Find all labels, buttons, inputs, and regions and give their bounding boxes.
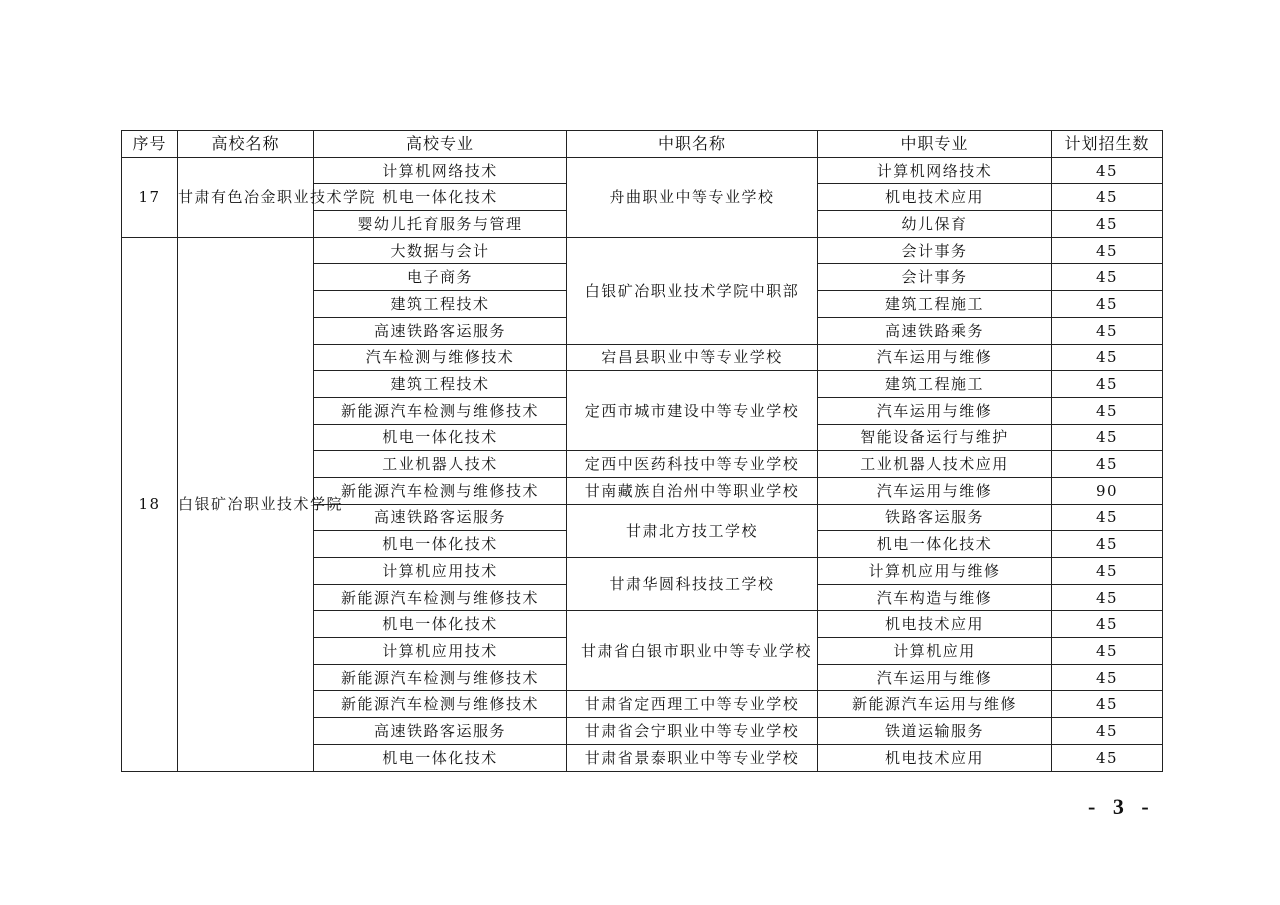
plan-count-cell: 45 [1052, 664, 1163, 691]
vocational-school-cell: 甘肃北方技工学校 [567, 504, 818, 557]
college-major-cell: 汽车检测与维修技术 [314, 344, 567, 371]
plan-count-cell: 45 [1052, 611, 1163, 638]
header-plan-count: 计划招生数 [1052, 131, 1163, 158]
header-vocational-major: 中职专业 [818, 131, 1052, 158]
plan-count-cell: 45 [1052, 558, 1163, 585]
college-major-cell: 建筑工程技术 [314, 291, 567, 318]
enrollment-plan-table [121, 130, 1163, 772]
college-major-cell: 婴幼儿托育服务与管理 [314, 211, 567, 238]
vocational-school-cell: 甘南藏族自治州中等职业学校 [567, 477, 818, 504]
vocational-school-cell: 甘肃省会宁职业中等专业学校 [567, 718, 818, 745]
vocational-major-cell: 建筑工程施工 [818, 371, 1052, 398]
college-major-cell: 机电一体化技术 [314, 744, 567, 771]
vocational-school-cell: 定西中医药科技中等专业学校 [567, 451, 818, 478]
table-row [122, 237, 1163, 264]
vocational-major-cell: 汽车构造与维修 [818, 584, 1052, 611]
plan-count-cell: 45 [1052, 584, 1163, 611]
header-college-major: 高校专业 [314, 131, 567, 158]
college-major-cell: 建筑工程技术 [314, 371, 567, 398]
vocational-school-cell: 白银矿冶职业技术学院中职部 [567, 237, 818, 344]
plan-count-cell: 45 [1052, 291, 1163, 318]
plan-count-cell: 45 [1052, 744, 1163, 771]
college-major-cell: 机电一体化技术 [314, 424, 567, 451]
vocational-major-cell: 工业机器人技术应用 [818, 451, 1052, 478]
vocational-major-cell: 智能设备运行与维护 [818, 424, 1052, 451]
vocational-school-cell: 舟曲职业中等专业学校 [567, 157, 818, 237]
plan-count-cell: 90 [1052, 477, 1163, 504]
college-major-cell: 高速铁路客运服务 [314, 504, 567, 531]
college-major-cell: 电子商务 [314, 264, 567, 291]
vocational-major-cell: 建筑工程施工 [818, 291, 1052, 318]
plan-count-cell: 45 [1052, 718, 1163, 745]
vocational-major-cell: 新能源汽车运用与维修 [818, 691, 1052, 718]
plan-count-cell: 45 [1052, 157, 1163, 184]
plan-count-cell: 45 [1052, 344, 1163, 371]
vocational-major-cell: 计算机应用 [818, 638, 1052, 665]
college-name-cell: 甘肃有色冶金职业技术学院 [178, 157, 314, 237]
college-major-cell: 机电一体化技术 [314, 611, 567, 638]
header-vocational-school: 中职名称 [567, 131, 818, 158]
vocational-school-cell: 定西市城市建设中等专业学校 [567, 371, 818, 451]
vocational-major-cell: 机电一体化技术 [818, 531, 1052, 558]
vocational-school-cell: 宕昌县职业中等专业学校 [567, 344, 818, 371]
plan-count-cell: 45 [1052, 638, 1163, 665]
college-major-cell: 高速铁路客运服务 [314, 317, 567, 344]
college-major-cell: 机电一体化技术 [314, 531, 567, 558]
vocational-major-cell: 机电技术应用 [818, 611, 1052, 638]
plan-count-cell: 45 [1052, 504, 1163, 531]
vocational-major-cell: 会计事务 [818, 237, 1052, 264]
college-major-cell: 新能源汽车检测与维修技术 [314, 397, 567, 424]
plan-count-cell: 45 [1052, 531, 1163, 558]
college-major-cell: 计算机应用技术 [314, 558, 567, 585]
vocational-major-cell: 幼儿保育 [818, 211, 1052, 238]
vocational-major-cell: 汽车运用与维修 [818, 344, 1052, 371]
plan-count-cell: 45 [1052, 397, 1163, 424]
college-major-cell: 高速铁路客运服务 [314, 718, 567, 745]
plan-count-cell: 45 [1052, 211, 1163, 238]
vocational-major-cell: 铁路客运服务 [818, 504, 1052, 531]
college-major-cell: 大数据与会计 [314, 237, 567, 264]
college-major-cell: 新能源汽车检测与维修技术 [314, 584, 567, 611]
college-major-cell: 计算机网络技术 [314, 157, 567, 184]
college-major-cell: 新能源汽车检测与维修技术 [314, 664, 567, 691]
plan-count-cell: 45 [1052, 371, 1163, 398]
vocational-school-cell: 甘肃华圆科技技工学校 [567, 558, 818, 611]
table-row [122, 157, 1163, 184]
table-header-row [122, 131, 1163, 158]
vocational-major-cell: 会计事务 [818, 264, 1052, 291]
vocational-major-cell: 铁道运输服务 [818, 718, 1052, 745]
vocational-major-cell: 汽车运用与维修 [818, 397, 1052, 424]
vocational-major-cell: 机电技术应用 [818, 184, 1052, 211]
plan-count-cell: 45 [1052, 451, 1163, 478]
plan-count-cell: 45 [1052, 264, 1163, 291]
vocational-major-cell: 汽车运用与维修 [818, 477, 1052, 504]
vocational-school-cell: 甘肃省景泰职业中等专业学校 [567, 744, 818, 771]
seq-cell: 17 [122, 157, 178, 237]
college-major-cell: 工业机器人技术 [314, 451, 567, 478]
college-major-cell: 新能源汽车检测与维修技术 [314, 691, 567, 718]
college-major-cell: 机电一体化技术 [314, 184, 567, 211]
vocational-major-cell: 计算机应用与维修 [818, 558, 1052, 585]
plan-count-cell: 45 [1052, 424, 1163, 451]
seq-cell: 18 [122, 237, 178, 771]
vocational-school-cell: 甘肃省白银市职业中等专业学校 [567, 611, 818, 691]
plan-count-cell: 45 [1052, 317, 1163, 344]
vocational-major-cell: 机电技术应用 [818, 744, 1052, 771]
vocational-major-cell: 计算机网络技术 [818, 157, 1052, 184]
vocational-major-cell: 汽车运用与维修 [818, 664, 1052, 691]
page-number: - 3 - [1088, 794, 1155, 819]
vocational-school-cell: 甘肃省定西理工中等专业学校 [567, 691, 818, 718]
plan-count-cell: 45 [1052, 184, 1163, 211]
college-major-cell: 计算机应用技术 [314, 638, 567, 665]
college-major-cell: 新能源汽车检测与维修技术 [314, 477, 567, 504]
plan-count-cell: 45 [1052, 237, 1163, 264]
header-college-name: 高校名称 [178, 131, 314, 158]
header-seq: 序号 [122, 131, 178, 158]
plan-count-cell: 45 [1052, 691, 1163, 718]
vocational-major-cell: 高速铁路乘务 [818, 317, 1052, 344]
college-name-cell: 白银矿冶职业技术学院 [178, 237, 314, 771]
